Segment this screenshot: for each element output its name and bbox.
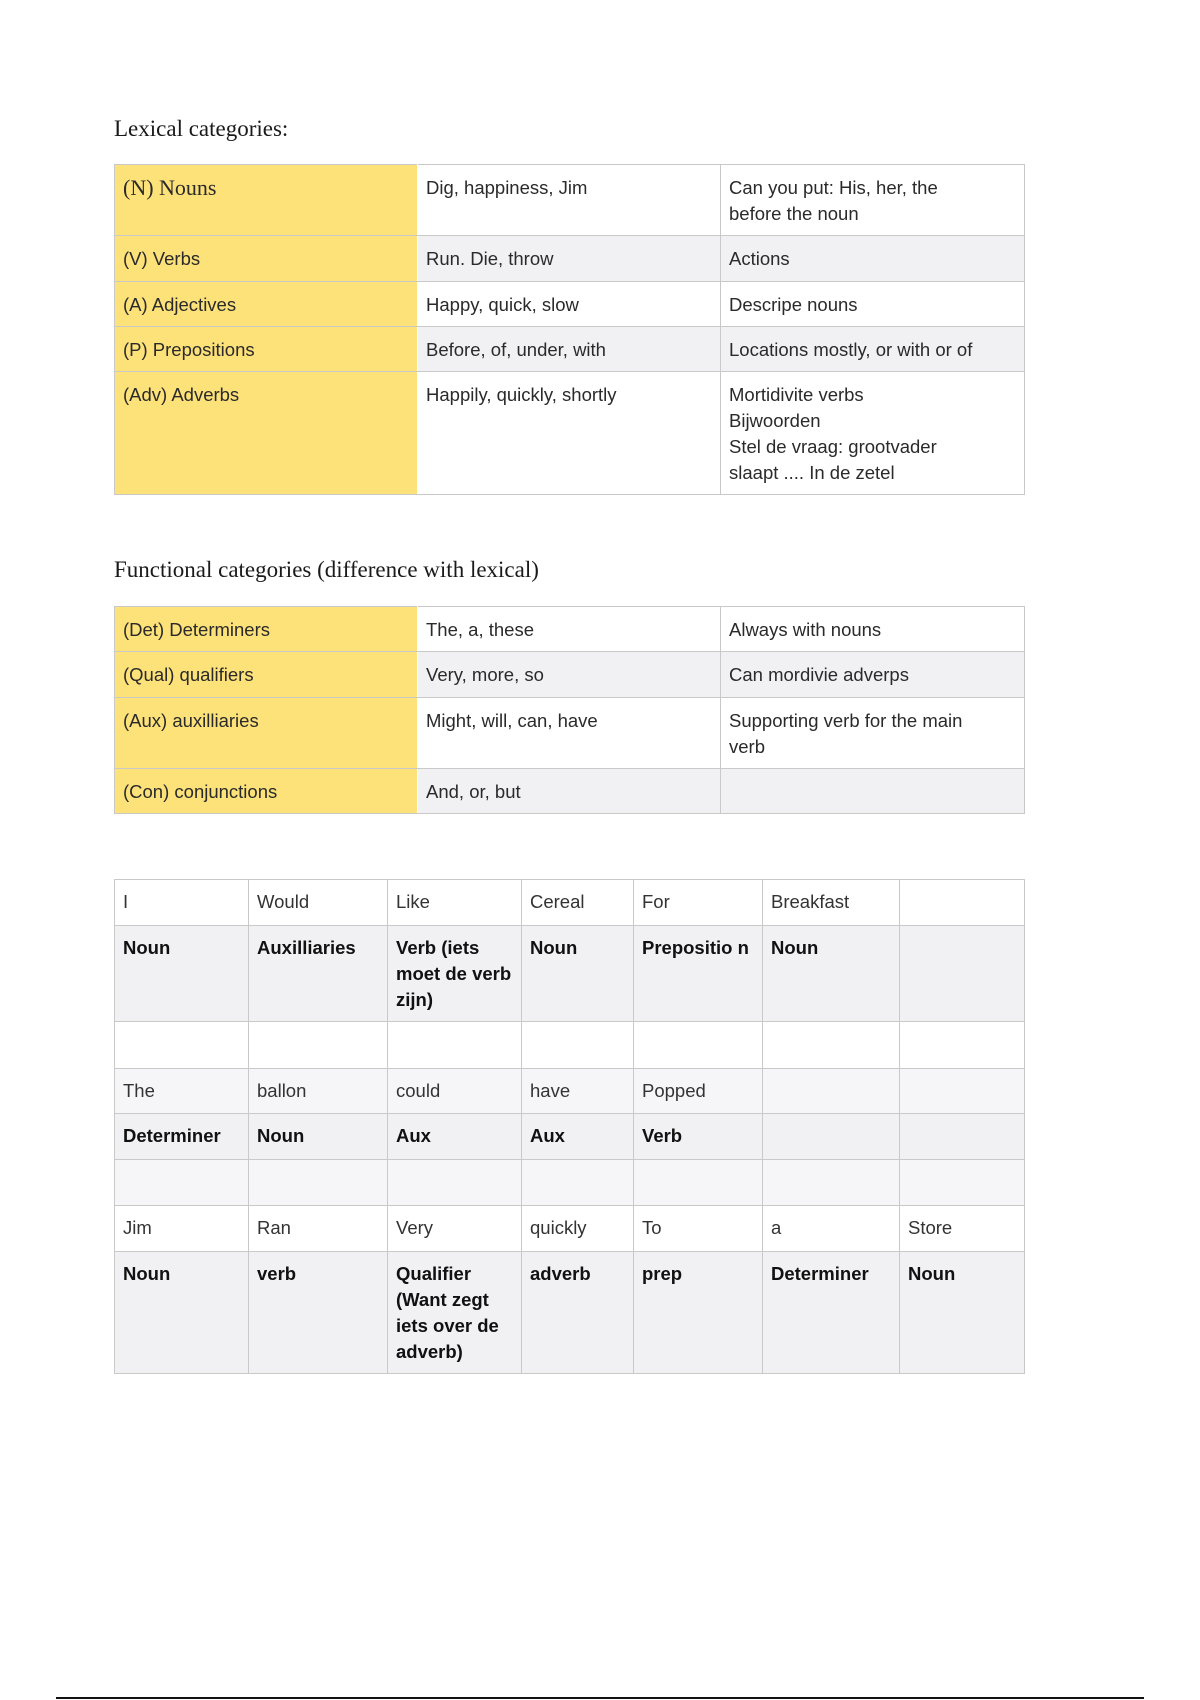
- note-line: Bijwoorden: [729, 410, 821, 431]
- notes-cell: [721, 607, 1025, 652]
- table-row: [115, 652, 1025, 698]
- word-cell: Would: [249, 880, 388, 926]
- blank-cell: [763, 1160, 900, 1206]
- pos-cell: [900, 926, 1025, 1022]
- pos-cell: Aux: [522, 1114, 634, 1160]
- note-line: Stel de vraag: grootvader: [729, 436, 937, 457]
- blank-cell: [634, 1160, 763, 1206]
- word-cell: quickly: [522, 1206, 634, 1252]
- category-cell: (A) Adjectives: [115, 282, 418, 327]
- pos-cell: Noun: [900, 1252, 1025, 1374]
- category-cell: (Det) Determiners: [115, 607, 418, 652]
- word-cell: [763, 1069, 900, 1114]
- pos-cell: Verb: [634, 1114, 763, 1160]
- category-cell: (P) Prepositions: [115, 327, 418, 372]
- part-of-speech-row: [115, 1114, 1025, 1160]
- word-cell: [900, 880, 1025, 926]
- word-cell: Cereal: [522, 880, 634, 926]
- table-row: [115, 327, 1025, 372]
- functional-heading: Functional categories (difference with lexical): [114, 557, 539, 582]
- pos-cell: Noun: [115, 1252, 249, 1374]
- examples-cell: Before, of, under, with: [418, 327, 721, 372]
- pos-cell: adverb: [522, 1252, 634, 1374]
- notes-cell: [721, 769, 1025, 814]
- word-cell: Store: [900, 1206, 1025, 1252]
- pos-cell: Noun: [522, 926, 634, 1022]
- notes-cell: [721, 652, 1025, 698]
- notes-cell: [721, 282, 1025, 327]
- blank-cell: [763, 1022, 900, 1069]
- word-cell: ballon: [249, 1069, 388, 1114]
- category-cell: (Qual) qualifiers: [115, 652, 418, 698]
- examples-cell: Happily, quickly, shortly: [418, 372, 721, 495]
- blank-cell: [900, 1160, 1025, 1206]
- category-cell: (V) Verbs: [115, 236, 418, 282]
- word-cell: I: [115, 880, 249, 926]
- word-cell: For: [634, 880, 763, 926]
- footer-divider: [56, 1697, 1144, 1699]
- pos-cell: Prepositio n: [634, 926, 763, 1022]
- table-row: [115, 165, 1025, 236]
- word-cell: Popped: [634, 1069, 763, 1114]
- blank-cell: [115, 1160, 249, 1206]
- word-cell: Breakfast: [763, 880, 900, 926]
- pos-cell: Qualifier (Want zegt iets over de adverb): [388, 1252, 522, 1374]
- notes-cell: [721, 236, 1025, 282]
- note-line: slaapt .... In de zetel: [729, 462, 895, 483]
- blank-cell: [522, 1160, 634, 1206]
- notes-cell: [721, 165, 1025, 236]
- pos-cell: prep: [634, 1252, 763, 1374]
- note-line: Mortidivite verbs: [729, 384, 864, 405]
- category-cell: (Con) conjunctions: [115, 769, 418, 814]
- note-line: verb: [729, 736, 765, 757]
- note-line: before the noun: [729, 203, 859, 224]
- pos-cell: Noun: [763, 926, 900, 1022]
- blank-cell: [388, 1022, 522, 1069]
- note-line: Always with nouns: [729, 619, 882, 640]
- sentence-analysis-table: [114, 879, 1025, 1374]
- notes-cell: [721, 698, 1025, 769]
- word-row: [115, 1206, 1025, 1252]
- pos-cell: Auxilliaries: [249, 926, 388, 1022]
- part-of-speech-row: [115, 926, 1025, 1022]
- part-of-speech-row: [115, 1252, 1025, 1374]
- table-row: [115, 372, 1025, 495]
- examples-cell: Run. Die, throw: [418, 236, 721, 282]
- note-line: Can mordivie adverps: [729, 664, 909, 685]
- category-cell: (N) Nouns: [115, 165, 418, 236]
- pos-cell: Noun: [115, 926, 249, 1022]
- examples-cell: Happy, quick, slow: [418, 282, 721, 327]
- notes-cell: [721, 372, 1025, 495]
- pos-cell: Verb (iets moet de verb zijn): [388, 926, 522, 1022]
- note-line: Can you put: His, her, the: [729, 177, 938, 198]
- functional-table: [114, 606, 1025, 814]
- category-cell: (Adv) Adverbs: [115, 372, 418, 495]
- blank-cell: [634, 1022, 763, 1069]
- blank-cell: [249, 1160, 388, 1206]
- pos-cell: [763, 1114, 900, 1160]
- word-cell: could: [388, 1069, 522, 1114]
- examples-cell: The, a, these: [418, 607, 721, 652]
- note-line: Locations mostly, or with or of: [729, 339, 973, 360]
- word-row: [115, 1069, 1025, 1114]
- word-cell: Jim: [115, 1206, 249, 1252]
- blank-row: [115, 1022, 1025, 1069]
- pos-cell: verb: [249, 1252, 388, 1374]
- examples-cell: Dig, happiness, Jim: [418, 165, 721, 236]
- lexical-heading: Lexical categories:: [114, 116, 289, 141]
- table-row: [115, 282, 1025, 327]
- examples-cell: Very, more, so: [418, 652, 721, 698]
- word-row: [115, 880, 1025, 926]
- table-row: [115, 236, 1025, 282]
- examples-cell: Might, will, can, have: [418, 698, 721, 769]
- blank-cell: [115, 1022, 249, 1069]
- word-cell: To: [634, 1206, 763, 1252]
- notes-cell: [721, 327, 1025, 372]
- table-row: [115, 607, 1025, 652]
- blank-cell: [249, 1022, 388, 1069]
- word-cell: a: [763, 1206, 900, 1252]
- lexical-table: [114, 164, 1025, 495]
- pos-cell: Noun: [249, 1114, 388, 1160]
- pos-cell: Determiner: [763, 1252, 900, 1374]
- word-cell: Ran: [249, 1206, 388, 1252]
- note-line: Actions: [729, 248, 790, 269]
- table-row: [115, 698, 1025, 769]
- word-cell: Like: [388, 880, 522, 926]
- blank-row: [115, 1160, 1025, 1206]
- word-cell: have: [522, 1069, 634, 1114]
- examples-cell: And, or, but: [418, 769, 721, 814]
- pos-cell: Determiner: [115, 1114, 249, 1160]
- word-cell: Very: [388, 1206, 522, 1252]
- word-cell: [900, 1069, 1025, 1114]
- category-cell: (Aux) auxilliaries: [115, 698, 418, 769]
- pos-cell: [900, 1114, 1025, 1160]
- blank-cell: [522, 1022, 634, 1069]
- pos-cell: Aux: [388, 1114, 522, 1160]
- blank-cell: [900, 1022, 1025, 1069]
- note-line: Descripe nouns: [729, 294, 858, 315]
- note-line: Supporting verb for the main: [729, 710, 963, 731]
- word-cell: The: [115, 1069, 249, 1114]
- blank-cell: [388, 1160, 522, 1206]
- table-row: [115, 769, 1025, 814]
